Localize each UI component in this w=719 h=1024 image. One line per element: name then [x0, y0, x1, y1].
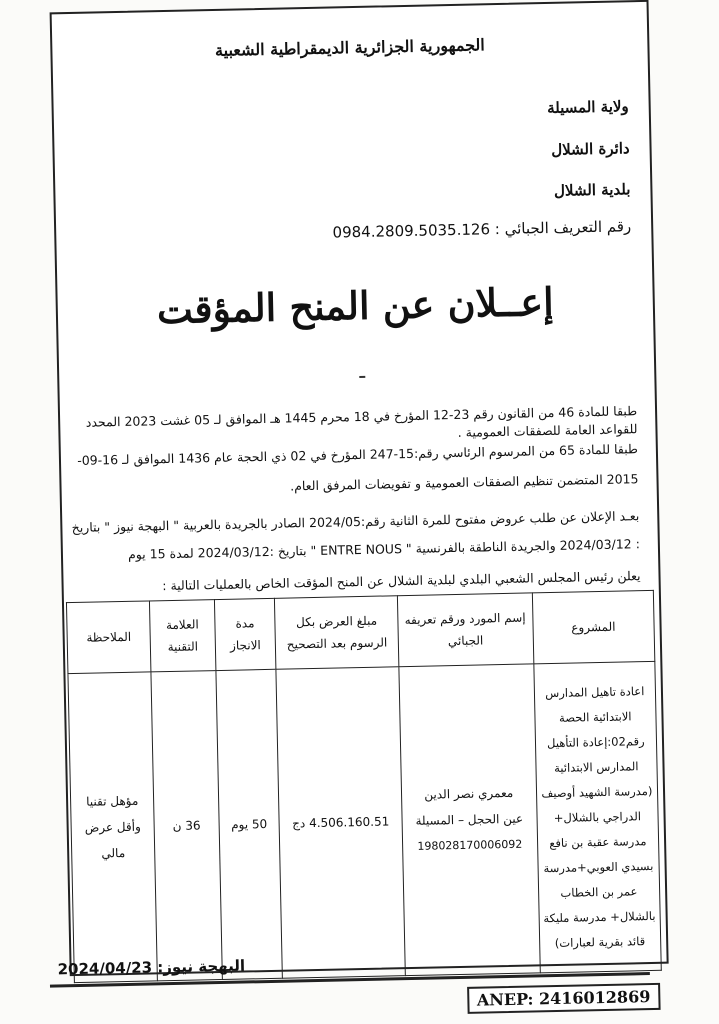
cell-project: اعادة تاهيل المدارس الابتدائية الحصة رقم02:إعادة التأهيل المدارس الابتدائية (مدرسة الشهيد أوصيف الدراجي بالشلال+ مدرسة عقبة بن نافع بسيدي العوبي+مدرسة عمر بن الخطاب بالشلال+ مدرسة مليكة قائد بقرية لعبارات) [533, 661, 661, 972]
separator-mark [359, 376, 365, 378]
col-header-project: المشروع [532, 590, 655, 664]
commune-line: بلدية الشلال [553, 180, 631, 200]
col-header-amount: مبلغ العرض بكل الرسوم بعد التصحيح [275, 596, 399, 670]
cell-supplier [399, 664, 540, 976]
wilaya-line: ولاية المسيلة [546, 97, 629, 117]
award-statement: يعلن رئيس المجلس الشعبي البلدي لبلدية الشلال عن المنح المؤقت الخاص بالعمليات التالية : [162, 568, 641, 594]
supplier-nif: 198028170006092 [417, 837, 523, 853]
col-header-supplier: إسم المورد ورقم تعريفه الجبائي [397, 593, 533, 667]
col-header-score: العلامة التقنية [150, 600, 216, 672]
table-header-row [66, 590, 654, 673]
cell-duration: 50 يوم [216, 669, 283, 979]
cell-note: مؤهل تقنيا وأقل عرض مالي [68, 672, 158, 983]
cell-amount: 4.506.160.51 دج [276, 667, 405, 978]
tender-reference: بعـد الإعلان عن طلب عروض مفتوح للمرة الثانية رقم:2024/05 الصادر بالجريدة بالعربية " البهجة نيوز " بتاريخ : 2024/03/12 والجريدة الناطقة بالفرنسية " ENTRE NOUS " بتاريخ :2024/03/12 لمدة 15 يوم [71, 508, 641, 562]
cell-score: 36 ن [151, 671, 222, 981]
supplier-address: عين الحجل – المسيلة [415, 811, 524, 828]
announcement-frame [50, 0, 669, 976]
daira-line: دائرة الشلال [551, 139, 630, 159]
nif-line [332, 217, 631, 241]
nif-label: رقم التعريف الجبائي : [494, 217, 632, 239]
newspaper-date: البهجة نيوز: 2024/04/23 [57, 956, 246, 979]
table-row [68, 661, 661, 982]
legal-ref-decree: طبقا للمادة 65 من المرسوم الرئاسي رقم:15-247 المؤرخ في 02 ذي الحجة عام 1436 الموافق لـ 16-09-2015 المتضمن تنظيم الصفقات العمومية و تفويضات المرفق العام. [77, 441, 639, 494]
col-header-note: الملاحظة [66, 601, 151, 674]
col-header-duration: مدة الانجاز [214, 598, 276, 670]
republic-heading: الجمهورية الجزائرية الديمقراطية الشعبية [214, 35, 485, 60]
award-table [66, 590, 662, 983]
announcement-title: إعــلان عن المنح المؤقت [156, 278, 555, 333]
supplier-name: معمري نصر الدين [424, 785, 514, 802]
nif-value: 0984.2809.5035.126 [332, 220, 491, 242]
scanned-page [30, 0, 691, 1013]
anep-reference: ANEP: 2416012869 [467, 983, 661, 1014]
legal-ref-law: طبقا للمادة 46 من القانون رقم 23-12 المؤرخ في 18 محرم 1445 هـ الموافق لـ 05 غشت 2023 المحدد للقواعد العامة للصفقات العمومية . [85, 403, 638, 440]
